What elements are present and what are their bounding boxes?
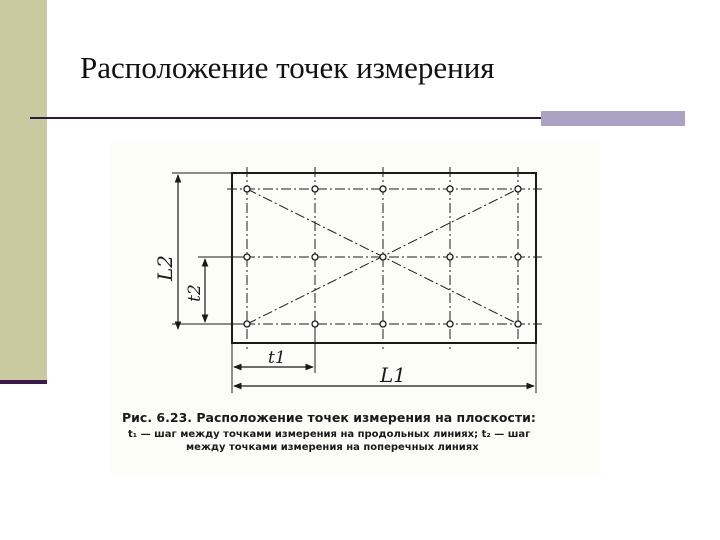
- measure-point: [515, 321, 521, 327]
- measure-point: [312, 186, 318, 192]
- label-L2: L2: [153, 254, 177, 282]
- caption-line-1: Рис. 6.23. Расположение точек измерения на плоскости:: [122, 410, 536, 425]
- left-decor-band: [0, 0, 47, 383]
- measurement-diagram: [110, 143, 600, 408]
- left-decor-band-foot: [0, 380, 47, 384]
- title-underline: [30, 117, 542, 119]
- slide-title: Расположение точек измерения: [80, 50, 495, 85]
- label-t2: t2: [185, 284, 205, 302]
- measure-point: [447, 254, 453, 260]
- measure-point: [515, 254, 521, 260]
- measure-point: [380, 254, 386, 260]
- label-t1: t1: [268, 348, 286, 368]
- measure-point: [447, 186, 453, 192]
- measure-point: [244, 186, 250, 192]
- caption-line-3: между точками измерения на поперечных линиях: [186, 442, 479, 453]
- measure-point: [312, 321, 318, 327]
- measure-point: [380, 321, 386, 327]
- measurement-points-figure: [110, 143, 600, 473]
- measure-point: [380, 186, 386, 192]
- accent-bar: [541, 111, 685, 126]
- measure-point: [244, 254, 250, 260]
- measure-point: [312, 254, 318, 260]
- measure-point: [515, 186, 521, 192]
- figure-caption: [122, 411, 592, 454]
- measure-point: [447, 321, 453, 327]
- label-L1: L1: [380, 363, 407, 387]
- caption-line-2: t₁ — шаг между точками измерения на продольных линиях; t₂ — шаг: [128, 429, 531, 440]
- measure-point: [244, 321, 250, 327]
